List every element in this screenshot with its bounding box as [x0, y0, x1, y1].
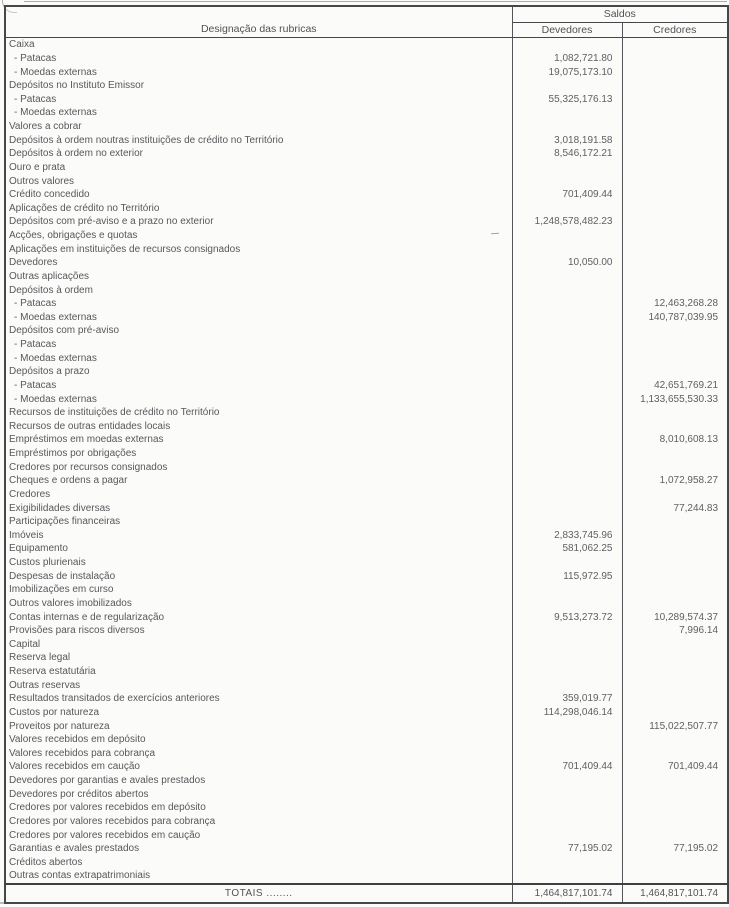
credores-value — [622, 828, 728, 842]
credores-value — [622, 665, 728, 679]
devedores-value — [512, 324, 622, 338]
devedores-value: 115,972.95 — [512, 569, 622, 583]
rubric-label: - Moedas externas — [5, 65, 512, 79]
rubric-label: Custos por natureza — [5, 706, 512, 720]
rubric-label: - Patacas — [5, 338, 512, 352]
credores-value — [622, 597, 728, 611]
table-row — [5, 52, 728, 66]
table-row — [5, 215, 728, 229]
credores-value — [622, 447, 728, 461]
table-row — [5, 529, 728, 543]
table-row — [5, 665, 728, 679]
table-row — [5, 392, 728, 406]
table-row — [5, 719, 728, 733]
table-row — [5, 106, 728, 120]
devedores-value — [512, 638, 622, 652]
devedores-value: 8,546,172.21 — [512, 147, 622, 161]
devedores-value — [512, 79, 622, 93]
rubric-label: - Moedas externas — [5, 351, 512, 365]
devedores-value — [512, 733, 622, 747]
table-row — [5, 79, 728, 93]
table-row — [5, 597, 728, 611]
rubric-label: Valores recebidos em depósito — [5, 733, 512, 747]
devedores-value — [512, 501, 622, 515]
credores-value — [622, 638, 728, 652]
rubric-label: Depósitos no Instituto Emissor — [5, 79, 512, 93]
table-row — [5, 733, 728, 747]
devedores-value — [512, 815, 622, 829]
credores-value — [622, 692, 728, 706]
credores-value — [622, 733, 728, 747]
devedores-value — [512, 38, 622, 52]
totals-devedores-value: 1,464,817,101.74 — [512, 884, 622, 903]
devedores-value — [512, 787, 622, 801]
rubric-label: Empréstimos por obrigações — [5, 447, 512, 461]
devedores-value — [512, 379, 622, 393]
column-header-credores: Credores — [622, 22, 728, 37]
devedores-value: 77,195.02 — [512, 842, 622, 856]
devedores-value — [512, 270, 622, 284]
devedores-value — [512, 174, 622, 188]
credores-value — [622, 406, 728, 420]
rubric-label: Valores recebidos em caução — [5, 760, 512, 774]
devedores-value: 581,062.25 — [512, 542, 622, 556]
table-row — [5, 869, 728, 884]
rubric-label: Devedores por créditos abertos — [5, 787, 512, 801]
credores-value: 77,195.02 — [673, 843, 719, 855]
devedores-value: 19,075,173.10 — [512, 65, 622, 79]
table-row — [5, 297, 728, 311]
rubric-label: Recursos de instituições de crédito no Território — [5, 406, 512, 420]
credores-value — [622, 747, 728, 761]
devedores-value — [512, 161, 622, 175]
rubric-label: Recursos de outras entidades locais — [5, 420, 512, 434]
credores-value: 8,010,608.13 — [659, 434, 719, 446]
rubric-label: Valores a cobrar — [5, 120, 512, 134]
table-row — [5, 515, 728, 529]
devedores-value — [512, 747, 622, 761]
credores-value — [622, 283, 728, 297]
rubric-label: Credores por valores recebidos para cobrança — [5, 815, 512, 829]
devedores-value — [512, 828, 622, 842]
credores-value — [622, 188, 728, 202]
rubric-label: Outras reservas — [5, 678, 512, 692]
totals-credores-value: 1,464,817,101.74 — [622, 884, 728, 903]
rubric-label: Devedores — [5, 256, 512, 270]
credores-value — [622, 556, 728, 570]
credores-value — [622, 651, 728, 665]
rubric-label: Acções, obrigações e quotas — [5, 229, 512, 243]
devedores-value — [512, 719, 622, 733]
totals-row — [5, 884, 728, 903]
credores-value: 1,133,655,530.33 — [640, 393, 719, 405]
column-header-designacao: Designação das rubricas — [5, 6, 512, 38]
credores-value — [622, 65, 728, 79]
table-row — [5, 65, 728, 79]
rubric-label: Depósitos à ordem noutras instituições de crédito no Território — [5, 133, 512, 147]
devedores-value — [512, 420, 622, 434]
rubric-label: Resultados transitados de exercícios anteriores — [5, 692, 512, 706]
devedores-value — [512, 283, 622, 297]
credores-value — [622, 542, 728, 556]
table-row — [5, 133, 728, 147]
credores-value — [622, 174, 728, 188]
devedores-value: 114,298,046.14 — [512, 706, 622, 720]
credores-value — [622, 569, 728, 583]
rubric-label: Valores recebidos para cobrança — [5, 747, 512, 761]
rubric-label: Depósitos com pré-aviso — [5, 324, 512, 338]
rubric-label: Outras contas extrapatrimoniais — [5, 869, 512, 884]
credores-value: 12,463,268.28 — [654, 298, 719, 310]
table-row — [5, 678, 728, 692]
devedores-value: 10,050.00 — [512, 256, 622, 270]
devedores-value — [512, 460, 622, 474]
table-row — [5, 379, 728, 393]
rubric-label: Devedores por garantias e avales prestados — [5, 774, 512, 788]
credores-value — [622, 583, 728, 597]
table-row — [5, 256, 728, 270]
table-row — [5, 488, 728, 502]
table-row — [5, 161, 728, 175]
devedores-value — [512, 365, 622, 379]
table-row — [5, 692, 728, 706]
credores-value — [622, 161, 728, 175]
table-row — [5, 706, 728, 720]
credores-value: 1,072,958.27 — [659, 475, 719, 487]
devedores-value: 55,325,176.13 — [512, 93, 622, 107]
rubric-label: Reserva legal — [5, 651, 512, 665]
table-row — [5, 338, 728, 352]
credores-value: 77,244.83 — [673, 502, 719, 514]
credores-value — [622, 488, 728, 502]
rubric-label: Crédito concedido — [5, 188, 512, 202]
credores-value — [622, 93, 728, 107]
devedores-value — [512, 433, 622, 447]
credores-value — [622, 515, 728, 529]
rubric-label: Ouro e prata — [5, 161, 512, 175]
table-row — [5, 120, 728, 134]
table-row — [5, 569, 728, 583]
rubric-label: Despesas de instalação — [5, 569, 512, 583]
table-row — [5, 174, 728, 188]
credores-value: 701,409.44 — [667, 761, 719, 773]
table-row — [5, 311, 728, 325]
rubric-label: Depósitos à ordem — [5, 283, 512, 297]
rubric-label: Aplicações de crédito no Território — [5, 202, 512, 216]
devedores-value — [512, 229, 622, 243]
credores-value — [622, 460, 728, 474]
credores-value — [622, 365, 728, 379]
credores-value — [622, 815, 728, 829]
devedores-value — [512, 597, 622, 611]
rubric-label: - Moedas externas — [5, 311, 512, 325]
table-row — [5, 638, 728, 652]
devedores-value — [512, 583, 622, 597]
devedores-value — [512, 447, 622, 461]
table-row — [5, 474, 728, 488]
credores-value — [622, 338, 728, 352]
rubric-label: Provisões para riscos diversos — [5, 624, 512, 638]
credores-value: 42,651,769.21 — [654, 379, 719, 391]
table-row — [5, 93, 728, 107]
table-row — [5, 624, 728, 638]
table-row — [5, 801, 728, 815]
credores-value — [622, 774, 728, 788]
credores-value — [622, 678, 728, 692]
credores-value — [622, 202, 728, 216]
rubric-label: Capital — [5, 638, 512, 652]
credores-value — [622, 420, 728, 434]
table-row — [5, 283, 728, 297]
table-row — [5, 842, 728, 856]
rubric-label: - Moedas externas — [5, 106, 512, 120]
devedores-value — [512, 556, 622, 570]
devedores-value — [512, 869, 622, 884]
credores-value — [622, 133, 728, 147]
rubric-label: Exigibilidades diversas — [5, 501, 512, 515]
rubric-label: Imóveis — [5, 529, 512, 543]
rubric-label: Credores por recursos consignados — [5, 460, 512, 474]
credores-value — [622, 52, 728, 66]
devedores-value — [512, 202, 622, 216]
table-row — [5, 406, 728, 420]
rubric-label: Equipamento — [5, 542, 512, 556]
rubric-label: - Patacas — [5, 297, 512, 311]
devedores-value — [512, 106, 622, 120]
credores-value: 140,787,039.95 — [648, 311, 719, 323]
rubric-label: - Patacas — [5, 93, 512, 107]
table-row — [5, 202, 728, 216]
credores-value — [622, 120, 728, 134]
devedores-value — [512, 488, 622, 502]
table-body — [5, 38, 728, 884]
devedores-value — [512, 351, 622, 365]
table-row — [5, 556, 728, 570]
rubric-label: - Patacas — [5, 52, 512, 66]
rubric-label: Depósitos a prazo — [5, 365, 512, 379]
table-row — [5, 760, 728, 774]
rubric-label: Créditos abertos — [5, 856, 512, 870]
credores-value — [622, 529, 728, 543]
table-row — [5, 460, 728, 474]
devedores-value — [512, 665, 622, 679]
devedores-value: 2,833,745.96 — [512, 529, 622, 543]
table-row — [5, 447, 728, 461]
scan-artifact-top-line — [24, 1, 727, 2]
rubric-label: Credores — [5, 488, 512, 502]
balance-table — [4, 5, 729, 904]
table-row — [5, 324, 728, 338]
devedores-value — [512, 624, 622, 638]
rubric-label: Outros valores — [5, 174, 512, 188]
rubric-label: Caixa — [5, 38, 512, 52]
devedores-value: 701,409.44 — [512, 188, 622, 202]
credores-value — [622, 38, 728, 52]
rubric-label: Aplicações em instituições de recursos consignados — [5, 242, 512, 256]
table-row — [5, 365, 728, 379]
table-row — [5, 542, 728, 556]
devedores-value — [512, 311, 622, 325]
credores-value — [622, 106, 728, 120]
devedores-value — [512, 856, 622, 870]
rubric-label: Garantias e avales prestados — [5, 842, 512, 856]
devedores-value — [512, 774, 622, 788]
devedores-value: 1,082,721.80 — [512, 52, 622, 66]
credores-value — [622, 147, 728, 161]
table-row — [5, 147, 728, 161]
rubric-label: Outras aplicações — [5, 270, 512, 284]
table-row — [5, 583, 728, 597]
table-row — [5, 242, 728, 256]
credores-value: 115,022,507.77 — [649, 720, 719, 732]
table-row — [5, 774, 728, 788]
devedores-value — [512, 242, 622, 256]
credores-value: 7,996.14 — [679, 625, 719, 637]
table-row — [5, 188, 728, 202]
devedores-value — [512, 515, 622, 529]
table-row — [5, 433, 728, 447]
rubric-label: Credores por valores recebidos em caução — [5, 828, 512, 842]
devedores-value — [512, 120, 622, 134]
table-row — [5, 815, 728, 829]
table-row — [5, 856, 728, 870]
table-row — [5, 420, 728, 434]
credores-value — [622, 242, 728, 256]
credores-value — [622, 869, 728, 884]
devedores-value — [512, 651, 622, 665]
rubric-label: Empréstimos em moedas externas — [5, 433, 512, 447]
table-header — [5, 6, 728, 38]
devedores-value — [512, 392, 622, 406]
credores-value — [622, 351, 728, 365]
devedores-value: 3,018,191.58 — [512, 133, 622, 147]
column-header-saldos: Saldos — [512, 6, 728, 22]
rubric-label: Cheques e ordens a pagar — [5, 474, 512, 488]
column-header-devedores: Devedores — [512, 22, 622, 37]
table-row — [5, 501, 728, 515]
credores-value — [622, 229, 728, 243]
credores-value — [622, 801, 728, 815]
rubric-label: Outros valores imobilizados — [5, 597, 512, 611]
rubric-label: Participações financeiras — [5, 515, 512, 529]
devedores-value — [512, 678, 622, 692]
rubric-label: Proveitos por natureza — [5, 719, 512, 733]
table-row — [5, 270, 728, 284]
rubric-label: Imobilizações em curso — [5, 583, 512, 597]
rubric-label: - Moedas externas — [5, 392, 512, 406]
credores-value — [622, 324, 728, 338]
credores-value: 10,289,574.37 — [654, 611, 719, 623]
table-row — [5, 651, 728, 665]
rubric-label: Custos plurienais — [5, 556, 512, 570]
devedores-value: 359,019.77 — [512, 692, 622, 706]
devedores-value: 1,248,578,482.23 — [512, 215, 622, 229]
credores-value — [622, 270, 728, 284]
credores-value — [622, 215, 728, 229]
credores-value — [622, 706, 728, 720]
rubric-label: Depósitos com pré-aviso e a prazo no exterior — [5, 215, 512, 229]
table-row — [5, 38, 728, 52]
devedores-value — [512, 474, 622, 488]
credores-value — [622, 79, 728, 93]
devedores-value — [512, 406, 622, 420]
devedores-value — [512, 297, 622, 311]
rubric-label: - Patacas — [5, 379, 512, 393]
rubric-label: Depósitos à ordem no exterior — [5, 147, 512, 161]
credores-value — [622, 256, 728, 270]
devedores-value — [512, 338, 622, 352]
table-row — [5, 787, 728, 801]
table-row — [5, 747, 728, 761]
rubric-label: Credores por valores recebidos em depósito — [5, 801, 512, 815]
table-row — [5, 351, 728, 365]
devedores-value — [512, 801, 622, 815]
totals-label: TOTAIS ........ — [5, 884, 512, 903]
devedores-value: 701,409.44 — [512, 760, 622, 774]
credores-value — [622, 787, 728, 801]
devedores-value: 9,513,273.72 — [512, 610, 622, 624]
rubric-label: Contas internas e de regularização — [5, 610, 512, 624]
table-row — [5, 229, 728, 243]
credores-value — [622, 856, 728, 870]
table-row — [5, 610, 728, 624]
rubric-label: Reserva estatutária — [5, 665, 512, 679]
table-row — [5, 828, 728, 842]
